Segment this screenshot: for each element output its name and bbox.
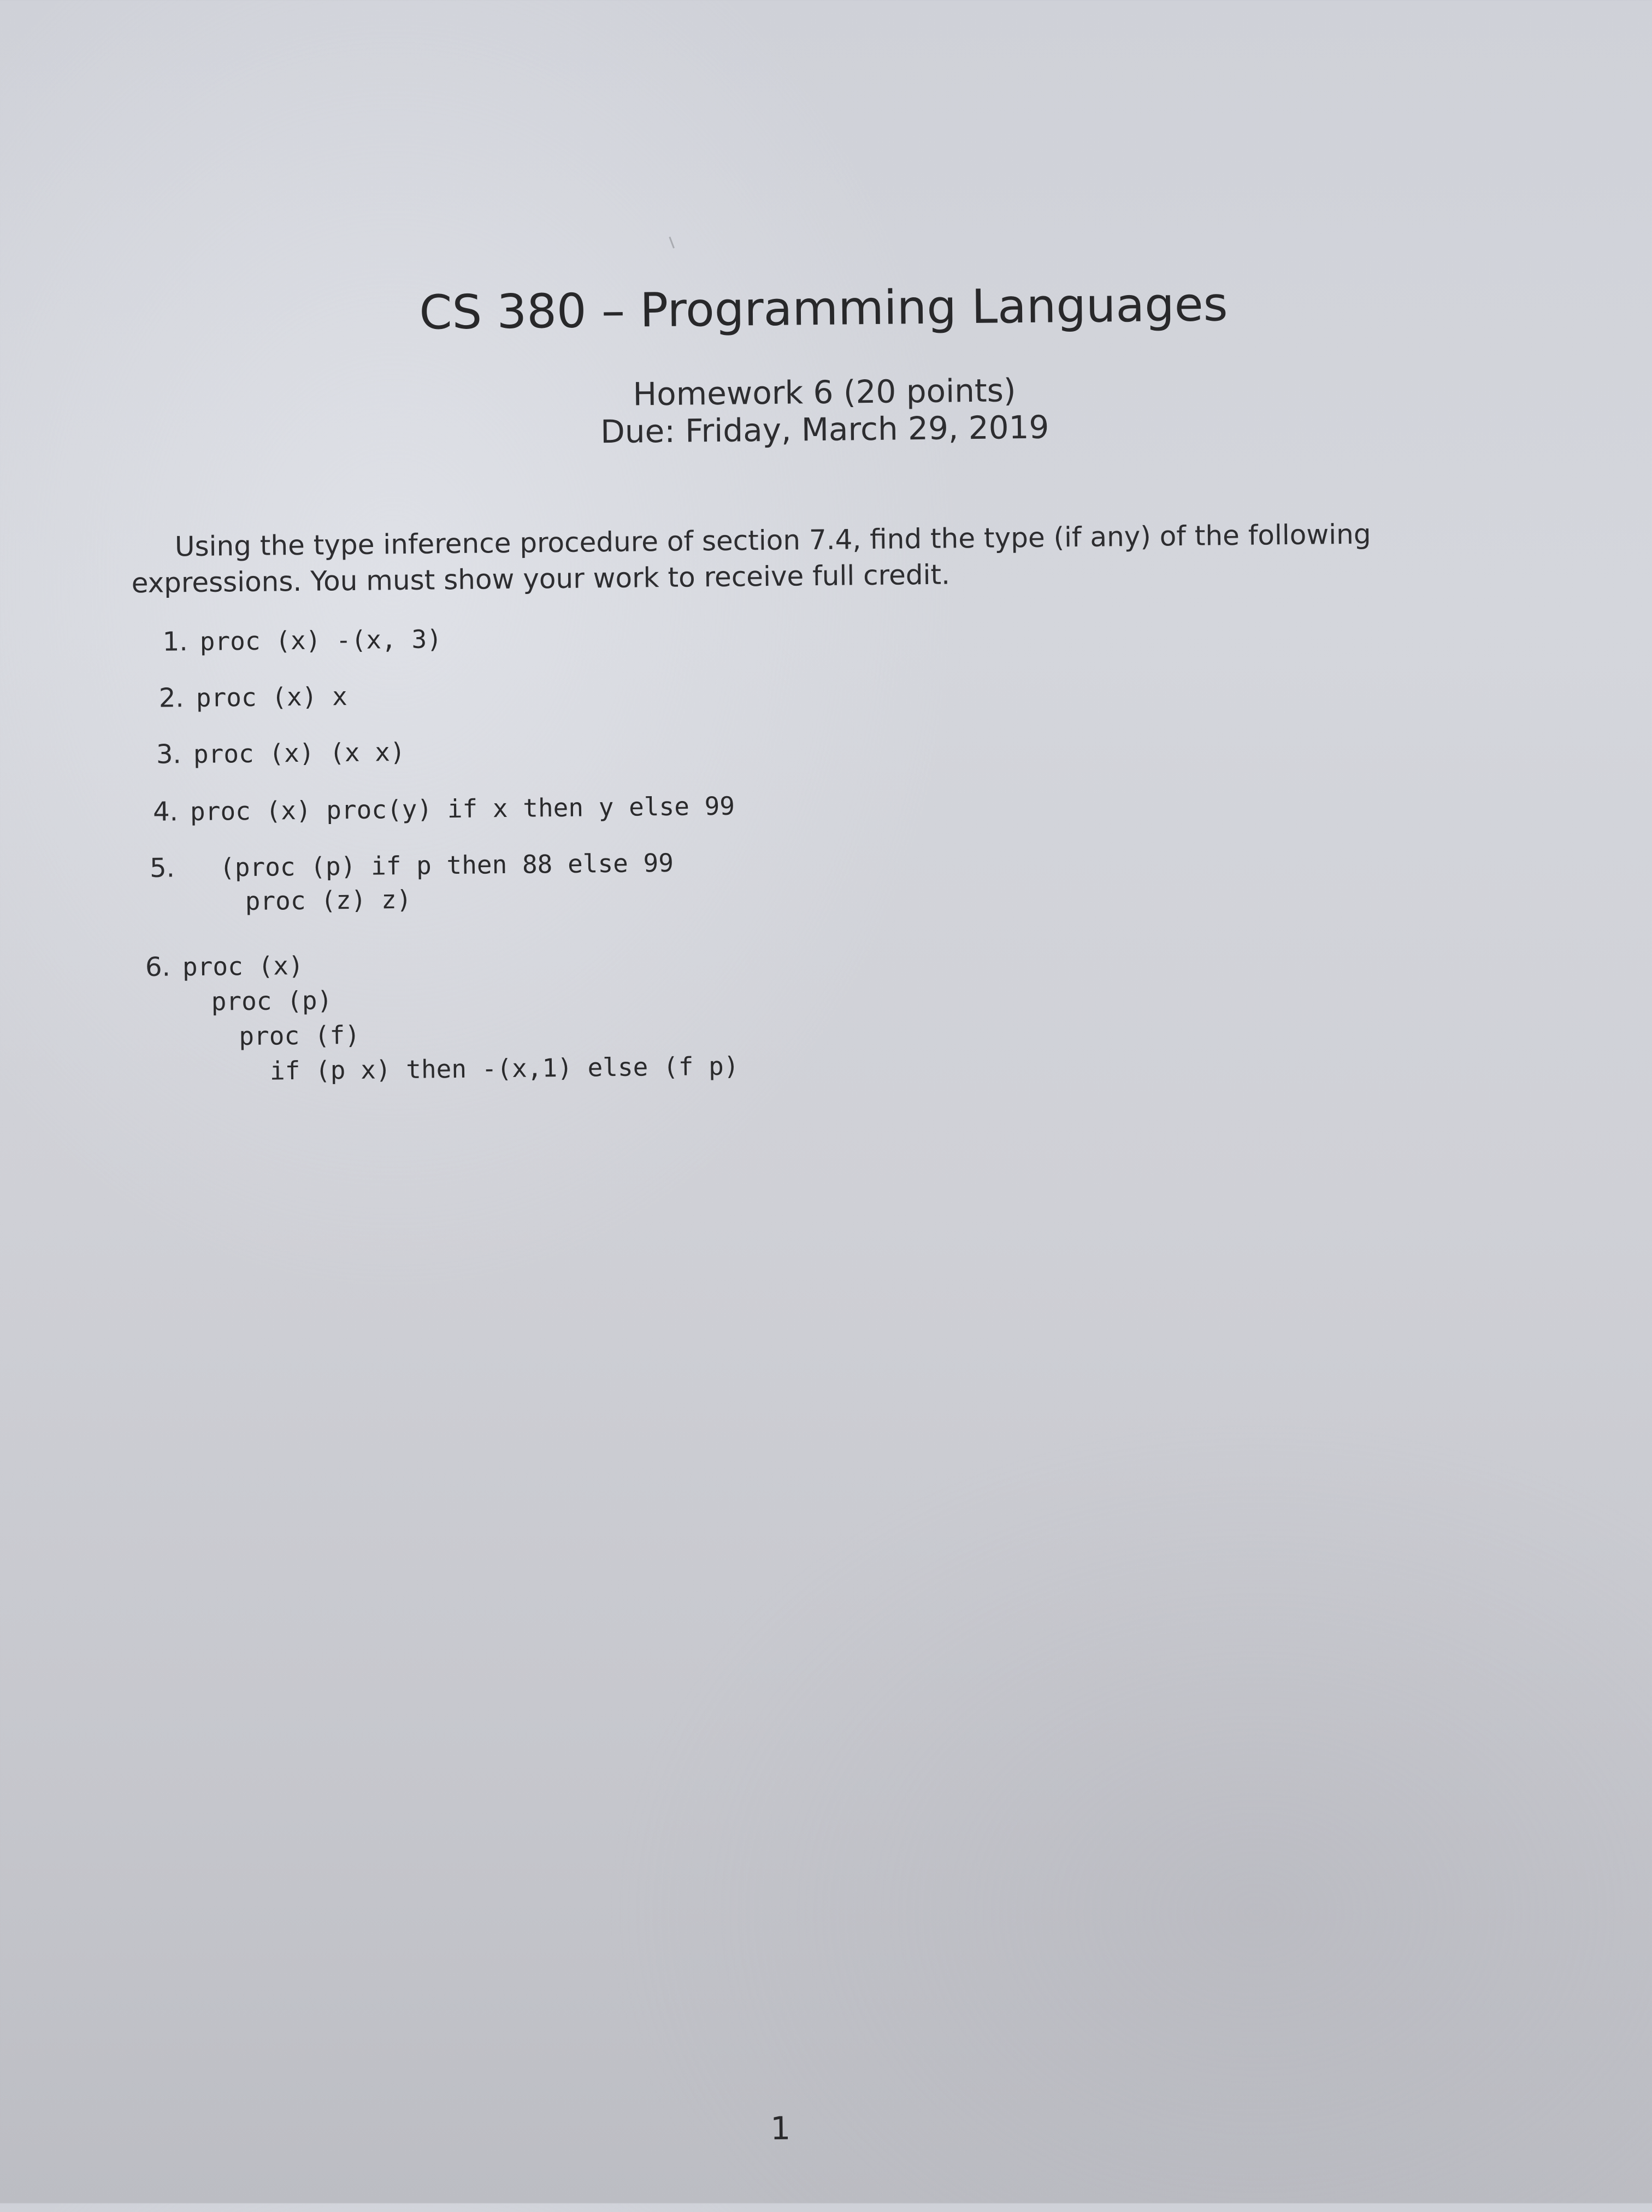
problem-expression: proc (x) proc(y) if x then y else 99 [190, 791, 735, 827]
problem-expression-line-1: proc (x) [182, 950, 304, 982]
problem-expression: proc (x) x [196, 681, 348, 713]
page-number: 1 [770, 2109, 791, 2148]
paper-mark [669, 237, 675, 249]
problem-number: 1. [162, 626, 188, 657]
instructions-paragraph: Using the type inference procedure of section 7.4, find the type (if any) of the following expressions. You must show your work to receive full credit. [131, 518, 1371, 599]
problem-4 [153, 789, 735, 829]
problem-5-expression-line-2: proc (z) z) [245, 884, 412, 916]
problem-expression: proc (x) (x x) [193, 737, 405, 769]
problem-number: 5. [149, 852, 175, 884]
problem-3 [156, 734, 405, 772]
problem-number: 2. [158, 683, 184, 714]
problem-5 [150, 845, 674, 886]
assignment-title: Homework 6 (20 points) [633, 372, 1016, 413]
problem-expression: proc (x) -(x, 3) [199, 624, 442, 656]
problem-expression-line-1: (proc (p) if p then 88 else 99 [219, 848, 674, 883]
problem-number: 3. [156, 739, 182, 770]
problem-1 [162, 621, 442, 659]
problem-2 [159, 679, 348, 716]
problem-6-expression-line-3: proc (f) [239, 1020, 361, 1051]
problem-6-expression-line-2: proc (p) [211, 985, 333, 1016]
due-date: Due: Friday, March 29, 2019 [600, 408, 1049, 451]
problem-number: 6. [145, 951, 171, 983]
problem-number: 4. [152, 796, 179, 827]
problem-6 [145, 948, 304, 985]
problem-6-expression-line-4: if (p x) then -(x,1) else (f p) [269, 1051, 739, 1086]
course-title: CS 380 – Programming Languages [418, 277, 1228, 340]
